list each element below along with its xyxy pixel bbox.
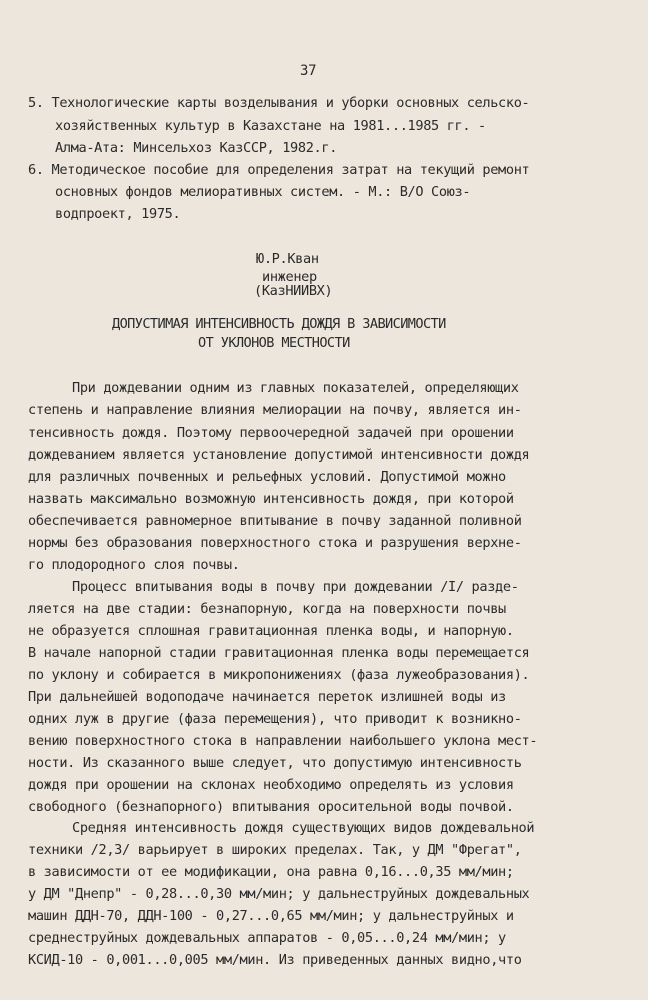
paragraph-line: При дальнейшей водоподаче начинается переток излишней воды из: [28, 689, 506, 705]
paragraph-line: Средняя интенсивность дождя существующих видов дождевальной: [72, 820, 535, 836]
reference-line: хозяйственных культур в Казахстане на 1981...1985 гг. -: [55, 118, 486, 134]
reference-line: 6. Методическое пособие для определения затрат на текущий ремонт: [28, 162, 530, 178]
paragraph-line: В начале напорной стадии гравитационная пленка воды перемещается: [28, 645, 530, 661]
reference-line: водпроект, 1975.: [55, 206, 181, 222]
reference-line: Алма-Ата: Минсельхоз КазССР, 1982.г.: [55, 140, 338, 156]
article-title-line: ОТ УКЛОНОВ МЕСТНОСТИ: [198, 335, 350, 351]
reference-line: 5. Технологические карты возделывания и уборки основных сельско-: [28, 95, 530, 111]
paragraph-line: по уклону и собирается в микропонижениях (фаза лужеобразования).: [28, 667, 530, 683]
paragraph-line: у ДМ "Днепр" - 0,28...0,30 мм/мин; у дальнеструйных дождевальных: [28, 886, 530, 902]
paragraph-line: среднеструйных дождевальных аппаратов - 0,05...0,24 мм/мин; у: [28, 930, 506, 946]
paragraph-line: вению поверхностного стока в направлении наибольшего уклона мест-: [28, 733, 538, 749]
paragraph-line: не образуется сплошная гравитационная пленка воды, и напорную.: [28, 623, 514, 639]
author-affiliation: (КазНИИВХ): [254, 283, 333, 299]
reference-line: основных фондов мелиоративных систем. - М.: В/О Союз-: [55, 184, 471, 200]
paragraph-line: техники /2,3/ варьирует в широких пределах. Так, у ДМ "Фрегат",: [28, 842, 522, 858]
paragraph-line: дождеванием является установление допустимой интенсивности дождя: [28, 447, 530, 463]
paragraph-line: дождя при орошении на склонах необходимо определять из условия: [28, 777, 514, 793]
paragraph-line: обеспечивается равномерное впитывание в почву заданной поливной: [28, 513, 522, 529]
paragraph-line: назвать максимально возможную интенсивность дождя, при которой: [28, 491, 514, 507]
article-title-line: ДОПУСТИМАЯ ИНТЕНСИВНОСТЬ ДОЖДЯ В ЗАВИСИМОСТИ: [112, 316, 446, 332]
paragraph-line: ляется на две стадии: безнапорную, когда на поверхности почвы: [28, 601, 506, 617]
paragraph-line: степень и направление влияния мелиорации на почву, является ин-: [28, 402, 522, 418]
paragraph-line: нормы без образования поверхностного стока и разрушения верхне-: [28, 535, 522, 551]
paragraph-line: го плодородного слоя почвы.: [28, 557, 240, 573]
author-name: Ю.Р.Кван: [256, 251, 319, 267]
paragraph-line: Процесс впитывания воды в почву при дождевании /I/ разде-: [72, 579, 519, 595]
paragraph-line: машин ДДН-70, ДДН-100 - 0,27...0,65 мм/мин; у дальнеструйных и: [28, 908, 514, 924]
paragraph-line: ности. Из сказанного выше следует, что допустимую интенсивность: [28, 755, 522, 771]
page-number: 37: [300, 63, 317, 79]
paragraph-line: одних луж в другие (фаза перемещения), что приводит к возникно-: [28, 711, 522, 727]
paragraph-line: для различных почвенных и рельефных условий. Допустимой можно: [28, 469, 506, 485]
paragraph-line: тенсивность дождя. Поэтому первоочередной задачей при орошении: [28, 425, 514, 441]
author-position: инженер: [262, 269, 317, 285]
paragraph-line: в зависимости от ее модификации, она равна 0,16...0,35 мм/мин;: [28, 864, 514, 880]
paragraph-line: КСИД-10 - 0,001...0,005 мм/мин. Из приведенных данных видно,что: [28, 952, 522, 968]
paragraph-line: При дождевании одним из главных показателей, определяющих: [72, 380, 519, 396]
paragraph-line: свободного (безнапорного) впитывания оросительной воды почвой.: [28, 799, 514, 815]
